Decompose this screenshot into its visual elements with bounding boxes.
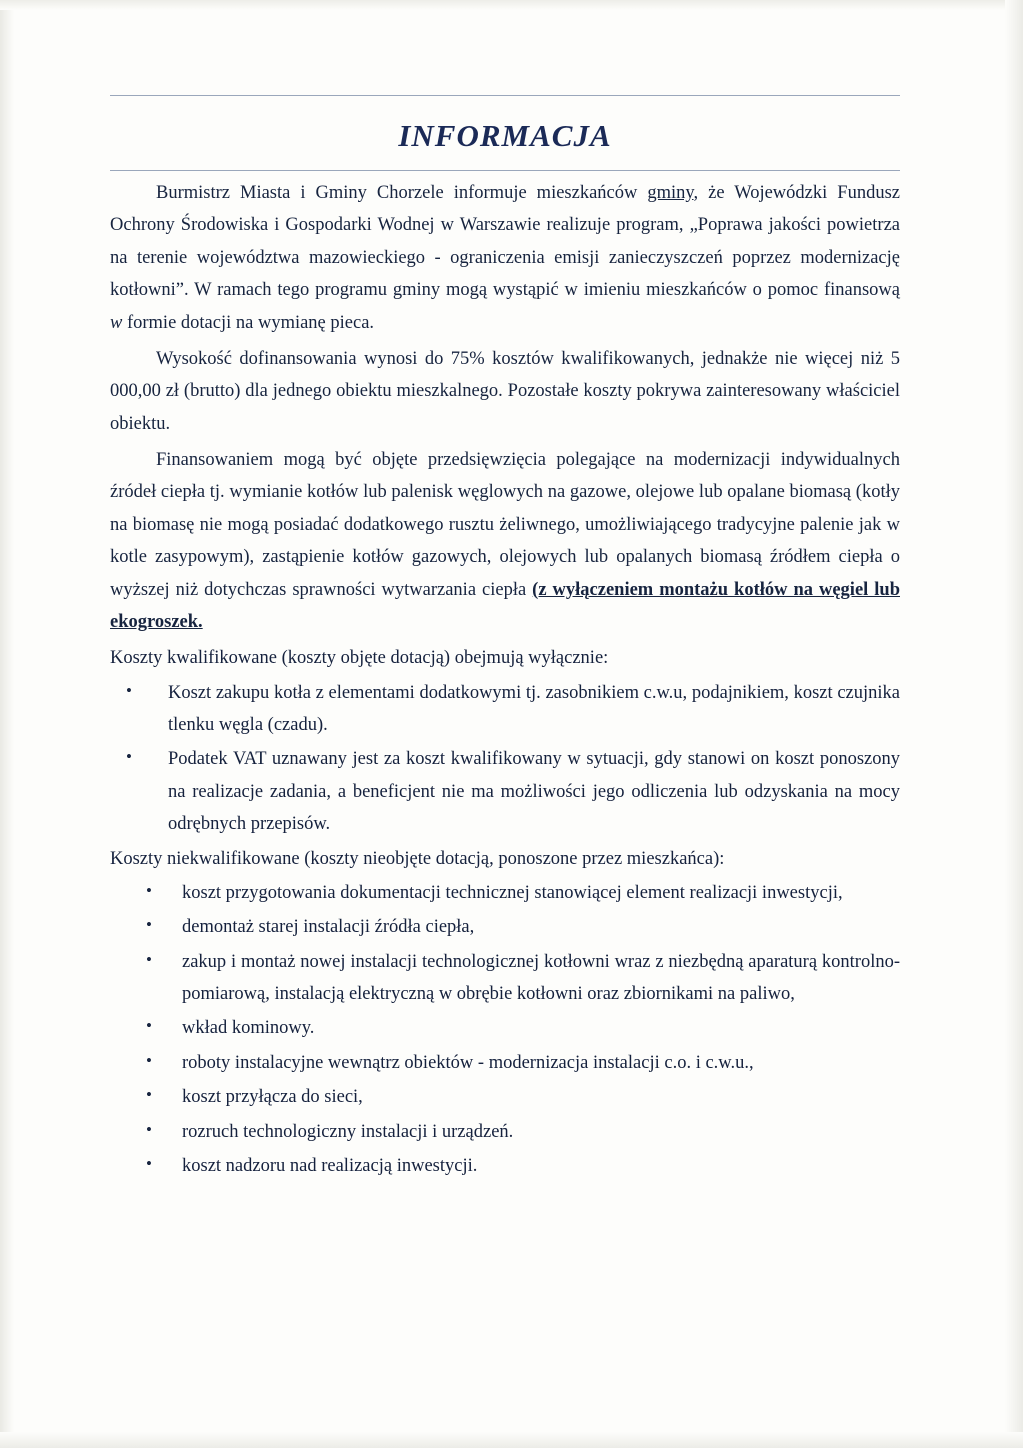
paragraph-funding-amount [110, 343, 900, 440]
list-item: • roboty instalacyjne wewnątrz obiektów - modernizacja instalacji c.o. i c.w.u., [110, 1047, 900, 1079]
list-item: • rozruch technologiczny instalacji i urządzeń. [110, 1116, 900, 1148]
text-run: , że Wojewódzki Fundusz Ochrony Środowiska i Gospodarki Wodnej w Warszawie realizuje program, „Poprawa jakości powietrza na terenie województwa mazowieckiego - ograniczenia emisji zanieczyszczeń poprzez modernizację kotłowni”. W ramach tego programu gminy mogą wystąpić w imieniu mieszkańców o pomoc finansową [110, 183, 900, 301]
scan-edge-right [1005, 0, 1023, 1448]
page-title: INFORMACJA [398, 118, 612, 153]
text-run: Burmistrz Miasta i Gminy Chorzele informuje mieszkańców [156, 183, 648, 203]
paragraph-intro [110, 177, 900, 339]
list-item: • koszt nadzoru nad realizacją inwestycji. [110, 1150, 900, 1182]
scan-edge-left [0, 0, 14, 1448]
text-run: formie dotacji na wymianę pieca. [122, 312, 375, 333]
text-run: Finansowaniem mogą być objęte przedsięwzięcia polegające na modernizacji indywidualnych źródeł ciepła tj. wymianie kotłów lub palenisk węglowych na gazowe, olejowe lub opalane biomasą (kotły na biomasę nie mogą posiadać dodatkowego rusztu żeliwnego, umożliwiającego tradycyjne palenie jak w kotle zasypowym), zastąpienie kotłów gazowych, olejowych lub opalanych biomasą źródłem ciepła o wyższej niż dotychczas sprawności wytwarzania ciepła [110, 450, 900, 600]
nonqualified-costs-list [110, 877, 900, 1182]
text-run: w [110, 312, 123, 333]
list-item: • Podatek VAT uznawany jest za koszt kwalifikowany w sytuacji, gdy stanowi on koszt ponoszony na realizacje zadania, a beneficjent nie ma możliwości jego odliczenia lub odzyskania na mocy odrębnych przepisów. [110, 743, 900, 840]
list-item: • demontaż starej instalacji źródła ciepła, [110, 911, 900, 943]
list-item: • koszt przygotowania dokumentacji technicznej stanowiącej element realizacji inwestycji, [110, 877, 900, 909]
list-item: • Koszt zakupu kotła z elementami dodatkowymi tj. zasobnikiem c.w.u, podajnikiem, koszt czujnika tlenku węgla (czadu). [110, 677, 900, 742]
nonqualified-costs-heading: Koszty niekwalifikowane (koszty nieobjęte dotacją, ponoszone przez mieszkańca): [110, 848, 725, 869]
text-run: Wysokość dofinansowania wynosi do 75% kosztów kwalifikowanych, jednakże nie więcej niż 5 000,00 zł (brutto) dla jednego obiektu mieszkalnego. Pozostałe koszty pokrywa zainteresowany właściciel obiektu. [110, 348, 900, 434]
title-rule-top [110, 95, 900, 96]
qualified-costs-heading: Koszty kwalifikowane (koszty objęte dotacją) obejmują wyłącznie: [110, 648, 609, 669]
paragraph-scope [110, 444, 900, 638]
list-item: • wkład kominowy. [110, 1012, 900, 1044]
list-item: • zakup i montaż nowej instalacji technologicznej kotłowni wraz z niezbędną aparaturą kontrolno-pomiarową, instalacją elektryczną w obrębie kotłowni oraz zbiornikami na paliwo, [110, 946, 900, 1011]
document-body [110, 95, 900, 1184]
scan-edge-bottom [0, 1432, 1023, 1448]
text-run: gminy [647, 183, 694, 203]
text-run: (z wyłączeniem montażu kotłów na węgiel lub ekogroszek. [110, 579, 900, 632]
qualified-costs-list [110, 677, 900, 841]
list-item: • koszt przyłącza do sieci, [110, 1081, 900, 1113]
scan-edge-top [0, 0, 1023, 10]
